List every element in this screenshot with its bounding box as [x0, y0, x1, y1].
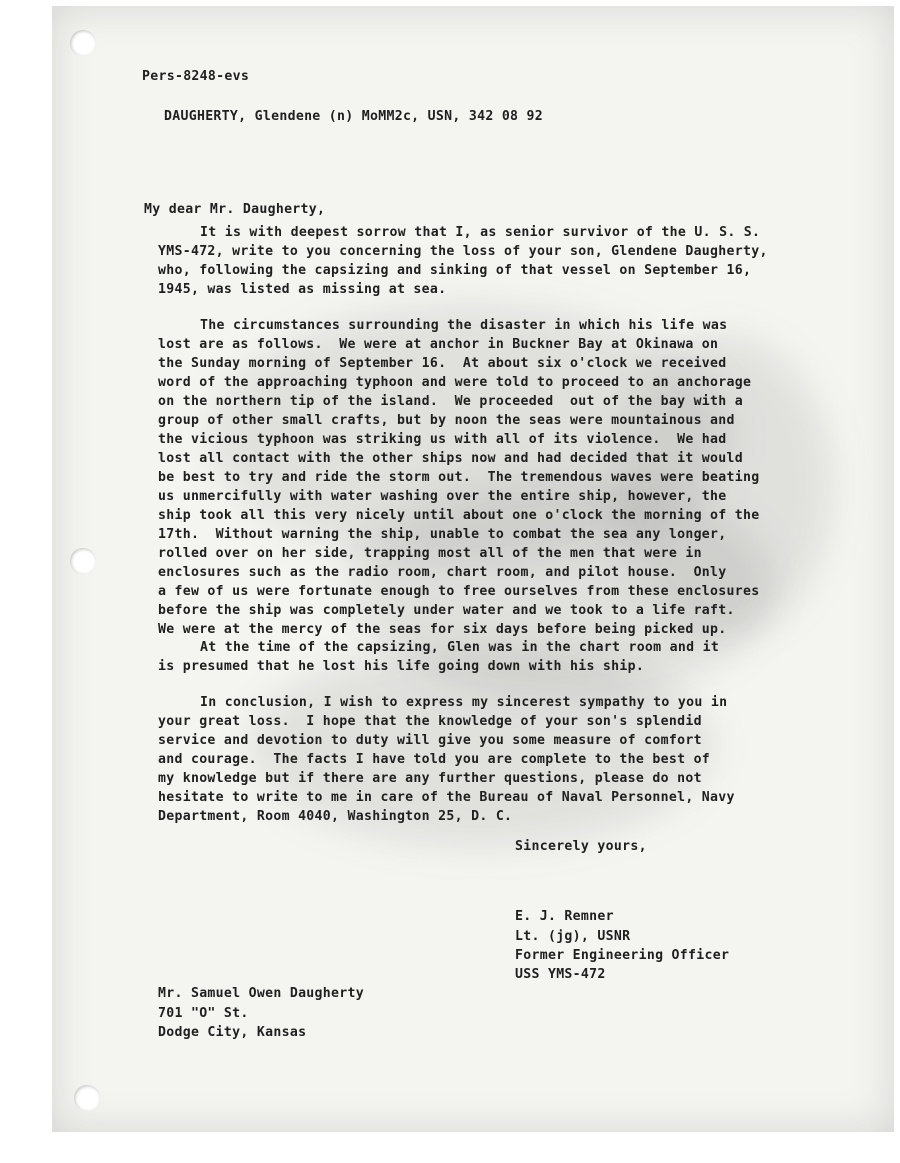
- paragraph-line: is presumed that he lost his life going down with his ship.: [158, 659, 645, 674]
- paragraph-line: lost all contact with the other ships now and had decided that it would: [158, 451, 744, 466]
- paragraph-line: service and devotion to duty will give you some measure of comfort: [158, 733, 702, 748]
- signature-name: E. J. Remner: [515, 909, 614, 924]
- paragraph-line: who, following the capsizing and sinking of that vessel on September 16,: [158, 263, 752, 278]
- paragraph-line: Department, Room 4040, Washington 25, D. C.: [158, 809, 513, 824]
- signature-ship: USS YMS-472: [515, 967, 606, 982]
- paragraph-line: lost are as follows. We were at anchor in Buckner Bay at Okinawa on: [158, 337, 719, 352]
- recipient-city: Dodge City, Kansas: [158, 1025, 307, 1040]
- paragraph-line: the vicious typhoon was striking us with all of its violence. We had: [158, 432, 727, 447]
- paragraph-line: a few of us were fortunate enough to free ourselves from these enclosures: [158, 584, 760, 599]
- recipient-name: Mr. Samuel Owen Daugherty: [158, 986, 364, 1001]
- paragraph-line: The circumstances surrounding the disaster in which his life was: [200, 318, 728, 333]
- paragraph-line: the Sunday morning of September 16. At about six o'clock we received: [158, 356, 727, 371]
- paragraph-line: In conclusion, I wish to express my sincerest sympathy to you in: [200, 695, 728, 710]
- paragraph-line: us unmercifully with water washing over the entire ship, however, the: [158, 489, 727, 504]
- paragraph-2: [158, 316, 858, 639]
- paragraph-line: my knowledge but if there are any further questions, please do not: [158, 771, 702, 786]
- paragraph-line: YMS-472, write to you concerning the loss of your son, Glendene Daugherty,: [158, 244, 768, 259]
- paragraph-line: be best to try and ride the storm out. The tremendous waves were beating: [158, 470, 760, 485]
- paragraph-line: group of other small crafts, but by noon the seas were mountainous and: [158, 413, 735, 428]
- closing: Sincerely yours,: [515, 839, 647, 854]
- signature-rank: Lt. (jg), USNR: [515, 929, 631, 944]
- paragraph-line: before the ship was completely under water and we took to a life raft.: [158, 603, 735, 618]
- paragraph-1: [158, 223, 858, 299]
- paragraph-line: rolled over on her side, trapping most all of the men that were in: [158, 546, 702, 561]
- paragraph-line: At the time of the capsizing, Glen was in the chart room and it: [200, 640, 720, 655]
- paragraph-line: We were at the mercy of the seas for six days before being picked up.: [158, 622, 727, 637]
- paragraph-line: 17th. Without warning the ship, unable to combat the sea any longer,: [158, 527, 727, 542]
- salutation: My dear Mr. Daugherty,: [144, 202, 326, 217]
- paragraph-3: [158, 638, 858, 676]
- recipient-street: 701 "O" St.: [158, 1006, 249, 1021]
- paragraph-line: and courage. The facts I have told you are complete to the best of: [158, 752, 711, 767]
- paragraph-line: It is with deepest sorrow that I, as senior survivor of the U. S. S.: [200, 225, 761, 240]
- subject-line: DAUGHERTY, Glendene (n) MoMM2c, USN, 342 08 92: [164, 109, 544, 124]
- reference-code: Pers-8248-evs: [142, 69, 250, 84]
- paragraph-line: hesitate to write to me in care of the Bureau of Naval Personnel, Navy: [158, 790, 735, 805]
- paragraph-line: your great loss. I hope that the knowledge of your son's splendid: [158, 714, 702, 729]
- paragraph-4: [158, 693, 858, 826]
- paragraph-line: word of the approaching typhoon and were told to proceed to an anchorage: [158, 375, 752, 390]
- paragraph-line: enclosures such as the radio room, chart room, and pilot house. Only: [158, 565, 727, 580]
- paragraph-line: ship took all this very nicely until about one o'clock the morning of the: [158, 508, 760, 523]
- signature-title: Former Engineering Officer: [515, 948, 730, 963]
- paragraph-line: on the northern tip of the island. We proceeded out of the bay with a: [158, 394, 744, 409]
- paragraph-line: 1945, was listed as missing at sea.: [158, 282, 447, 297]
